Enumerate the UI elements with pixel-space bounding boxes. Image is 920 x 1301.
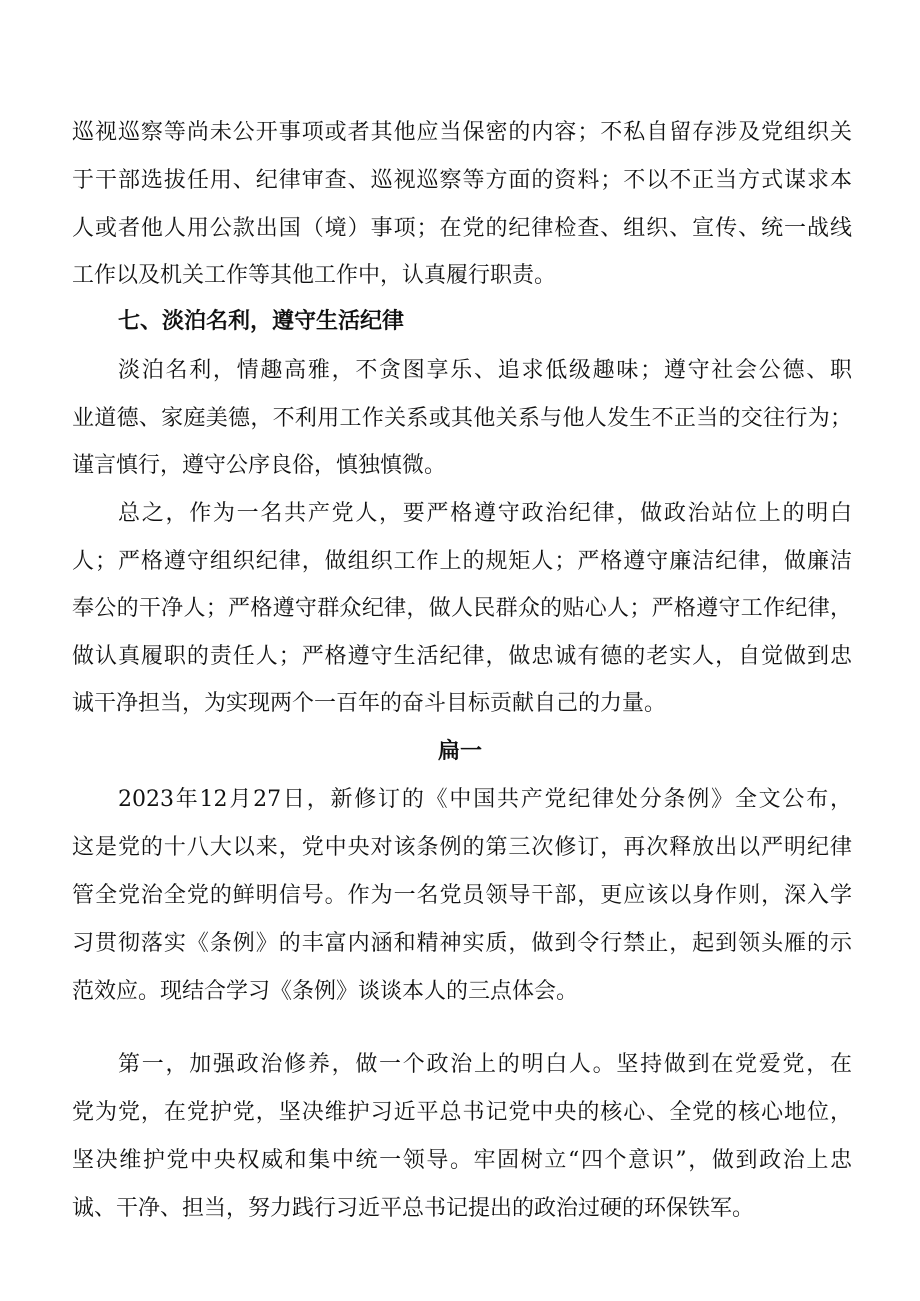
paragraph-line: 谨言慎行，遵守公序良俗，慎独慎微。 bbox=[72, 453, 447, 478]
paragraph-line: 工作以及机关工作等其他工作中，认真履行职责。 bbox=[72, 263, 557, 288]
paragraph-line: 淡泊名利，情趣高雅，不贪图享乐、追求低级趣味；遵守社会公德、职 bbox=[118, 358, 852, 383]
paragraph-line: 做认真履职的责任人；严格遵守生活纪律，做忠诚有德的老实人，自觉做到忠 bbox=[72, 644, 852, 669]
paragraph-line: 巡视巡察等尚未公开事项或者其他应当保密的内容；不私自留存涉及党组织关 bbox=[72, 120, 852, 145]
paragraph-line: 这是党的十八大以来，党中央对该条例的第三次修订，再次释放出以严明纪律 bbox=[72, 835, 852, 860]
paragraph-line: 人；严格遵守组织纪律，做组织工作上的规矩人；严格遵守廉洁纪律，做廉洁 bbox=[72, 549, 852, 574]
paragraph-line: 诚干净担当，为实现两个一百年的奋斗目标贡献自己的力量。 bbox=[72, 691, 667, 716]
paragraph-line: 范效应。现结合学习《条例》谈谈本人的三点体会。 bbox=[72, 979, 579, 1004]
paragraph-line: 党为党，在党护党，坚决维护习近平总书记党中央的核心、全党的核心地位， bbox=[72, 1100, 852, 1125]
paragraph-line: 于干部选拔任用、纪律审查、巡视巡察等方面的资料；不以不正当方式谋求本 bbox=[72, 168, 852, 193]
paragraph-line: 习贯彻落实《条例》的丰富内涵和精神实质，做到令行禁止，起到领头雁的示 bbox=[72, 931, 852, 956]
paragraph-line: 诚、干净、担当，努力践行习近平总书记提出的政治过硬的环保铁军。 bbox=[72, 1196, 755, 1221]
paragraph-line: 总之，作为一名共产党人，要严格遵守政治纪律，做政治站位上的明白 bbox=[118, 501, 852, 526]
paragraph-line: 管全党治全党的鲜明信号。作为一名党员领导干部，更应该以身作则，深入学 bbox=[72, 883, 852, 908]
section-title: 扁一 bbox=[437, 739, 482, 764]
paragraph-line: 奉公的干净人；严格遵守群众纪律，做人民群众的贴心人；严格遵守工作纪律， bbox=[72, 596, 852, 621]
paragraph-line: 坚决维护党中央权威和集中统一领导。牢固树立“四个意识”，做到政治上忠 bbox=[72, 1148, 852, 1173]
paragraph-line: 业道德、家庭美德，不利用工作关系或其他关系与他人发生不正当的交往行为； bbox=[72, 406, 852, 431]
paragraph-line: 第一，加强政治修养，做一个政治上的明白人。坚持做到在党爱党，在 bbox=[118, 1052, 852, 1077]
paragraph-line: 2023年12月27日，新修订的《中国共产党纪律处分条例》全文公布， bbox=[118, 787, 852, 812]
section-heading: 七、淡泊名利，遵守生活纪律 bbox=[118, 309, 405, 334]
paragraph-line: 人或者他人用公款出国（境）事项；在党的纪律检查、组织、宣传、统一战线 bbox=[72, 216, 852, 241]
